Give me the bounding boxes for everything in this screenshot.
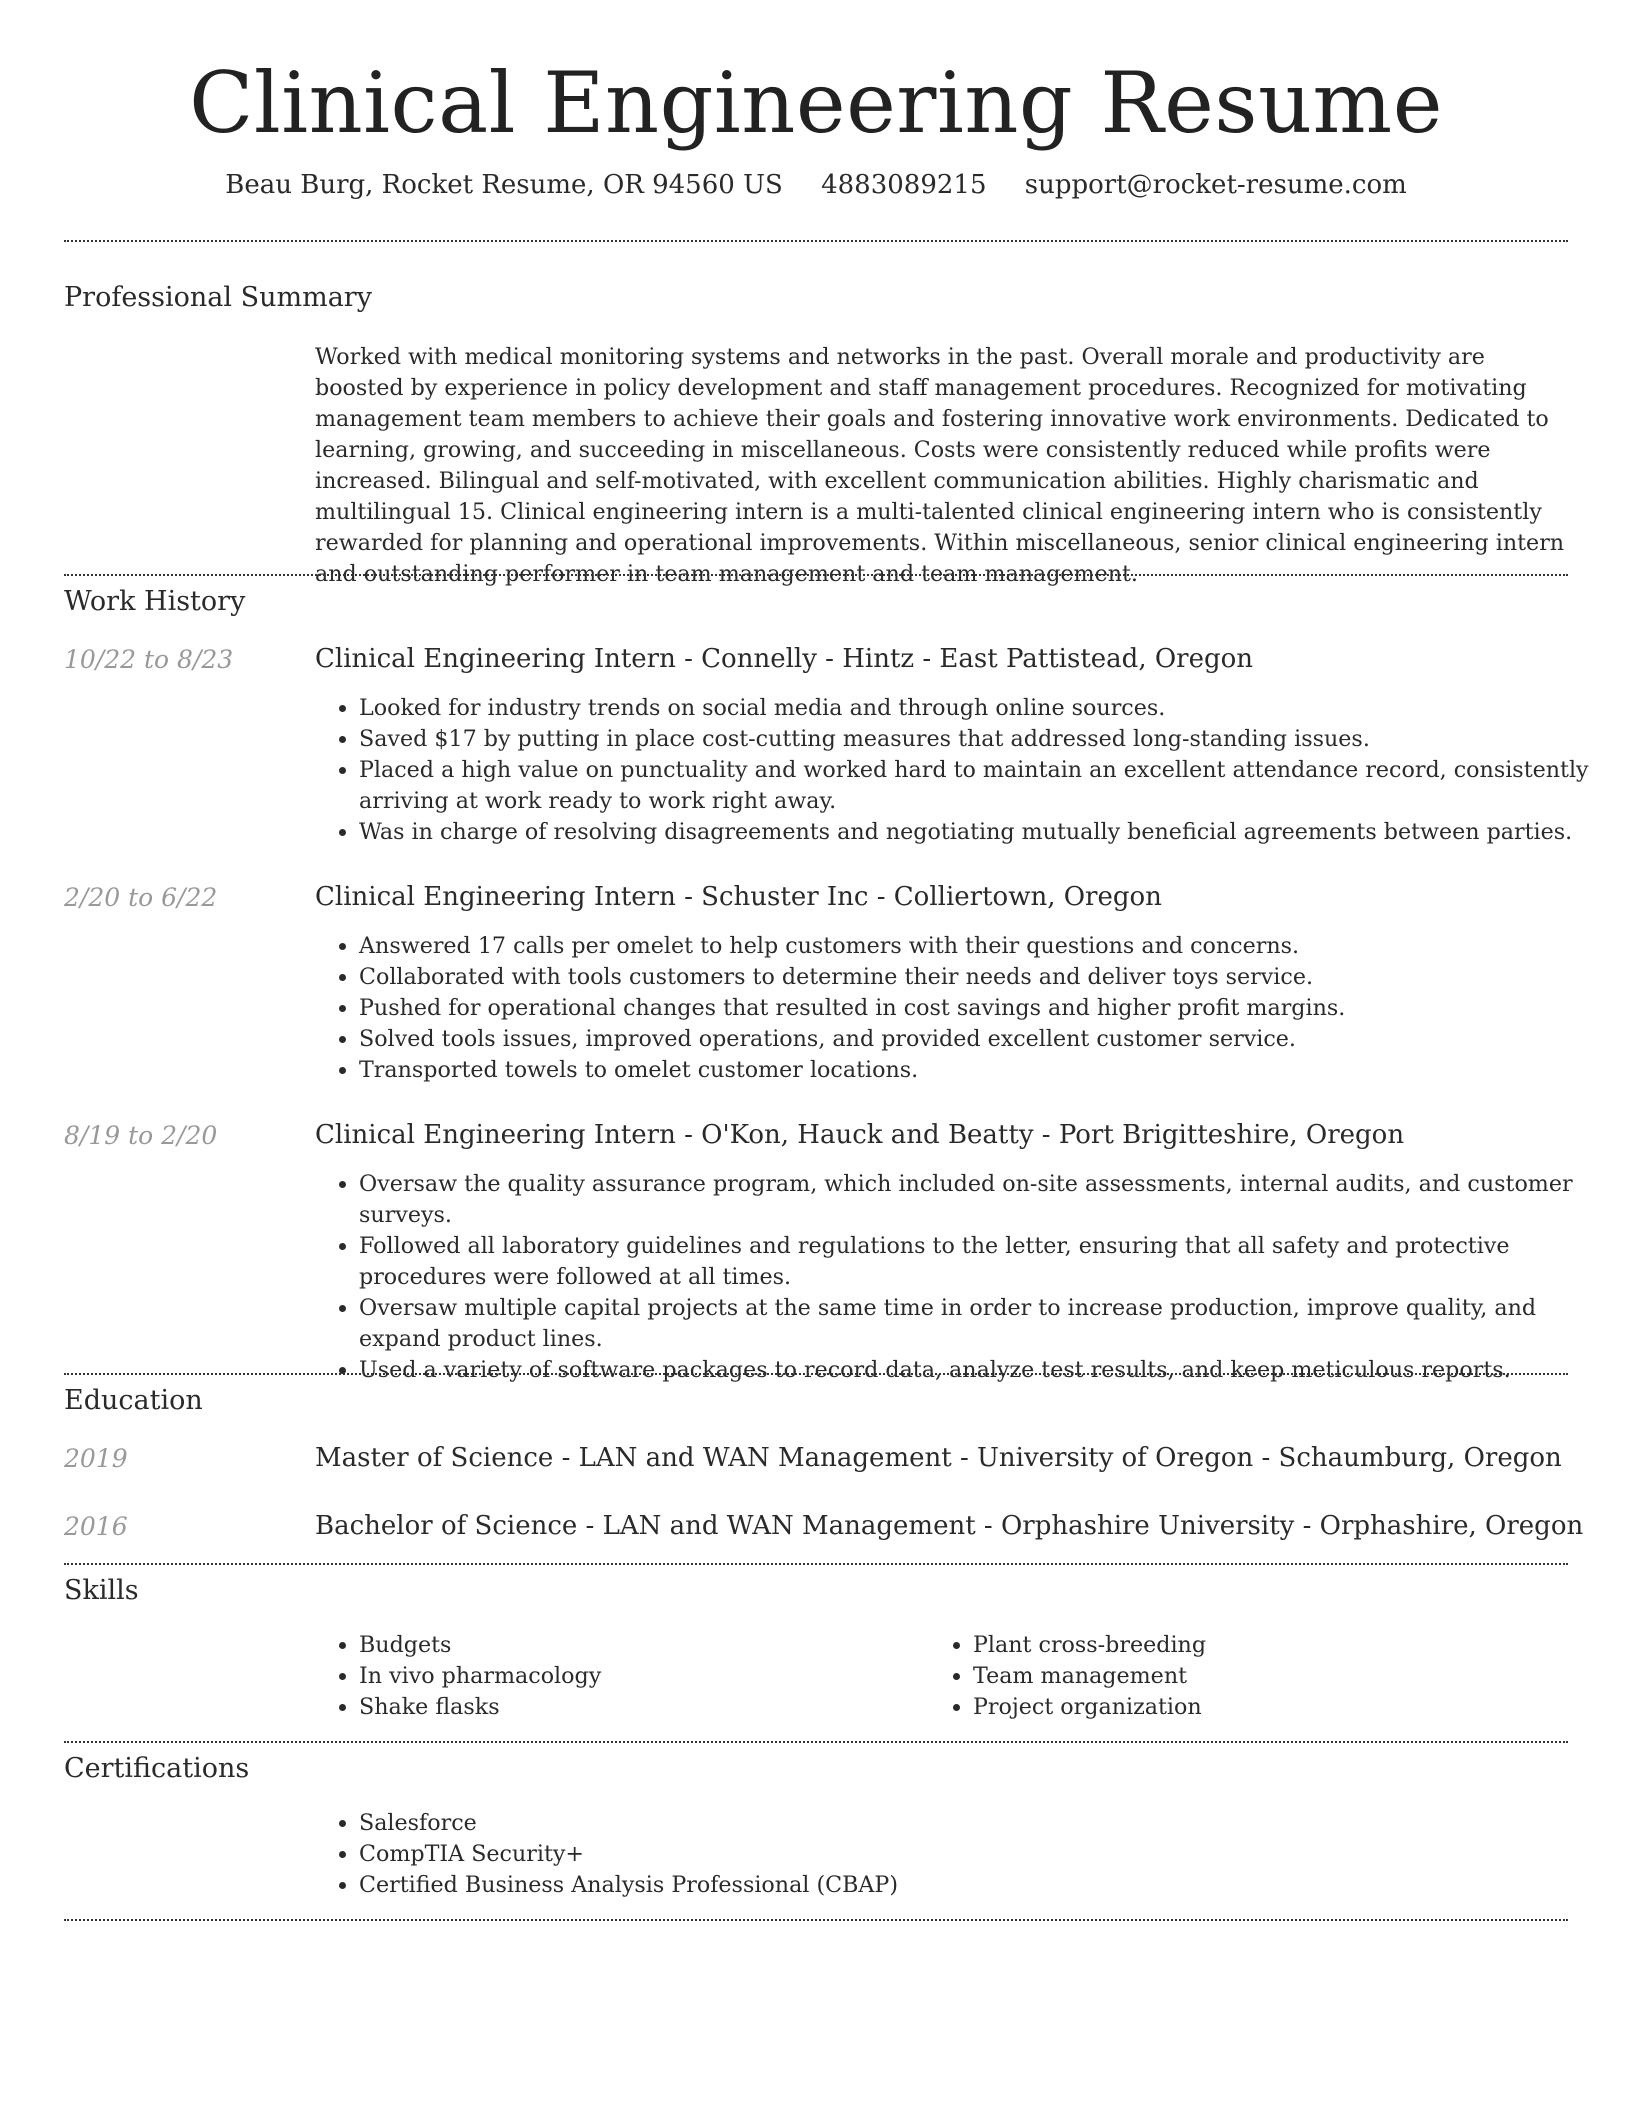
list-item: • Was in charge of resolving disagreements and negotiating mutually beneficial agreements between parties. bbox=[359, 817, 1614, 848]
section-divider bbox=[64, 1741, 1568, 1743]
certifications-heading: Certifications bbox=[64, 1753, 250, 1784]
job-dates: 8/19 to 2/20 bbox=[64, 1121, 218, 1150]
section-divider bbox=[64, 1919, 1568, 1921]
job-dates: 2/20 to 6/22 bbox=[64, 883, 218, 912]
list-item: • In vivo pharmacology bbox=[359, 1661, 919, 1692]
contact-phone: 4883089215 bbox=[821, 170, 987, 200]
list-item: • Looked for industry trends on social media and through online sources. bbox=[359, 693, 1614, 724]
list-item: • Plant cross-breeding bbox=[973, 1630, 1533, 1661]
summary-text: Worked with medical monitoring systems and networks in the past. Overall morale and productivity are boosted by experience in policy development and staff management procedures. Recognized for motivating management team members to achieve their goals and fostering innovative work environments. Dedicated to learning, growing, and succeeding in miscellaneous. Costs were consistently reduced while profits were increased. Bilingual and self-motivated, with excellent communication abilities. Highly charismatic and multilingual 15. Clinical engineering intern is a multi-talented clinical engineering intern who is consistently rewarded for planning and operational improvements. Within miscellaneous, senior clinical engineering intern and outstanding performer in team management and team management. bbox=[315, 344, 1565, 587]
job-title: Clinical Engineering Intern - Connelly - Hintz - East Pattistead, Oregon bbox=[315, 644, 1254, 674]
list-item: • Used a variety of software packages to record data, analyze test results, and keep meticulous reports. bbox=[359, 1355, 1614, 1386]
list-item: • Salesforce bbox=[359, 1808, 1614, 1839]
list-item: • Budgets bbox=[359, 1630, 919, 1661]
job-title: Clinical Engineering Intern - Schuster Inc - Colliertown, Oregon bbox=[315, 882, 1162, 912]
list-item: • CompTIA Security+ bbox=[359, 1839, 1614, 1870]
list-item: • Shake flasks bbox=[359, 1692, 919, 1723]
list-item: • Oversaw the quality assurance program, which included on-site assessments, internal audits, and customer surveys. bbox=[359, 1169, 1614, 1231]
education-year: 2016 bbox=[64, 1512, 128, 1541]
certifications-list bbox=[315, 1808, 1614, 1901]
list-item: • Followed all laboratory guidelines and regulations to the letter, ensuring that all safety and protective procedures were followed at all times. bbox=[359, 1231, 1614, 1293]
section-divider bbox=[64, 1373, 1568, 1375]
education-degree: Master of Science - LAN and WAN Management - University of Oregon - Schaumburg, Oregon bbox=[315, 1443, 1562, 1473]
section-divider bbox=[64, 1563, 1568, 1565]
summary-heading: Professional Summary bbox=[64, 282, 372, 313]
job-bullets bbox=[315, 1169, 1614, 1386]
skills-heading: Skills bbox=[64, 1575, 139, 1606]
list-item: • Answered 17 calls per omelet to help customers with their questions and concerns. bbox=[359, 931, 1614, 962]
job-bullets bbox=[315, 693, 1614, 848]
list-item: • Collaborated with tools customers to determine their needs and deliver toys service. bbox=[359, 962, 1614, 993]
section-divider bbox=[64, 240, 1568, 242]
contact-address: Beau Burg, Rocket Resume, OR 94560 US bbox=[225, 170, 783, 200]
contact-email: support@rocket-resume.com bbox=[1024, 170, 1407, 200]
list-item: • Pushed for operational changes that resulted in cost savings and higher profit margins. bbox=[359, 993, 1614, 1024]
resume-title: Clinical Engineering Resume bbox=[189, 54, 1443, 152]
list-item: • Transported towels to omelet customer locations. bbox=[359, 1055, 1614, 1086]
section-divider bbox=[64, 574, 1568, 576]
contact-line bbox=[0, 170, 1632, 200]
list-item: • Team management bbox=[973, 1661, 1533, 1692]
list-item: • Certified Business Analysis Professional (CBAP) bbox=[359, 1870, 1614, 1901]
list-item: • Project organization bbox=[973, 1692, 1533, 1723]
list-item: • Oversaw multiple capital projects at the same time in order to increase production, improve quality, and expand product lines. bbox=[359, 1293, 1614, 1355]
work-history-heading: Work History bbox=[64, 586, 246, 617]
education-degree: Bachelor of Science - LAN and WAN Management - Orphashire University - Orphashire, Oregon bbox=[315, 1511, 1584, 1541]
list-item: • Placed a high value on punctuality and worked hard to maintain an excellent attendance record, consistently arriving at work ready to work right away. bbox=[359, 755, 1614, 817]
job-bullets bbox=[315, 931, 1614, 1086]
job-title: Clinical Engineering Intern - O'Kon, Hauck and Beatty - Port Brigitteshire, Oregon bbox=[315, 1120, 1405, 1150]
job-dates: 10/22 to 8/23 bbox=[64, 645, 234, 674]
skills-list-right bbox=[929, 1630, 1533, 1723]
list-item: • Solved tools issues, improved operations, and provided excellent customer service. bbox=[359, 1024, 1614, 1055]
education-heading: Education bbox=[64, 1385, 203, 1416]
list-item: • Saved $17 by putting in place cost-cutting measures that addressed long-standing issues. bbox=[359, 724, 1614, 755]
skills-list-left bbox=[315, 1630, 919, 1723]
education-year: 2019 bbox=[64, 1444, 128, 1473]
